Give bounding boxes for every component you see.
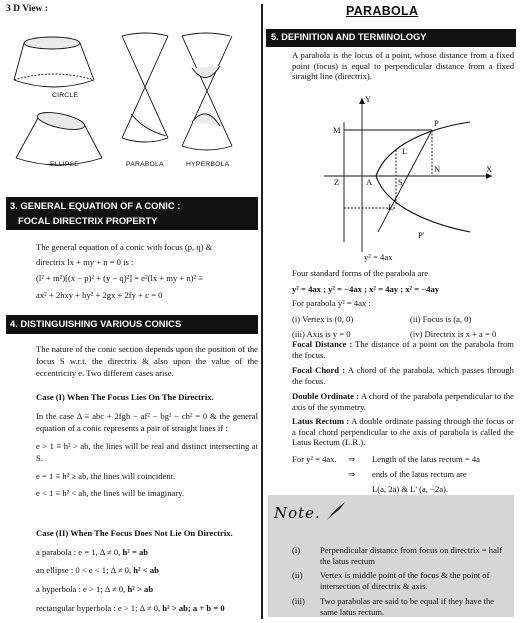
lr-arrow-1: ⇒ <box>348 454 356 464</box>
case-1-coincident: e = 1 ≡ h² ≥ ab, the lines will coincident. <box>36 470 176 481</box>
focal-distance-text: The distance of a point on the parabola from the focus. <box>292 339 514 360</box>
column-divider <box>261 4 263 619</box>
latus-rectum-text: A double ordinate passing through the focus or a focal chord perpendicular to the axis of parabola is called the Latus Rectum (L.R.). <box>292 416 514 448</box>
case-2-hyperbola-text: a hyperbola : e > 1; Δ ≠ 0, <box>36 584 128 595</box>
props-row-1 <box>292 314 514 325</box>
section-4-intro: The nature of the conic section depends upon the position of the focus S w.r.t. the directrix & also upon the value of the eccentricity e. Two different cases arise. <box>36 344 258 379</box>
double-ordinate-term: Double Ordinate : <box>292 391 360 401</box>
note-item-1-text: Perpendicular distance from focus on directrix = half the latus rectum <box>320 545 503 566</box>
section-3-body <box>36 242 258 301</box>
label-p: P <box>434 118 439 128</box>
case-1-title: Case (I) When The Focus Lies On The Directrix. <box>36 392 214 402</box>
parabola-curve <box>376 122 470 232</box>
note-item-1-num: (i) <box>292 545 301 555</box>
forms-list: y² = 4ax ; y² = −4ax ; x² = 4ay ; x² = −4ay <box>292 283 440 294</box>
sec3-line-1: The general equation of a conic with focus (p, q) & <box>36 242 213 252</box>
note-box <box>268 495 514 617</box>
quill-pen-icon <box>325 501 347 521</box>
focal-chord-text: A chord of the parabola, which passes through the focus. <box>292 365 514 386</box>
section-4-header <box>6 315 258 334</box>
right-column <box>266 4 516 619</box>
label-y: Y <box>365 94 372 104</box>
case-2-title: Case (II) When The Focus Does Not Lie On Directrix. <box>36 528 233 538</box>
lr-length: Length of the latus rectum = 4a <box>372 454 480 464</box>
note-item-2-num: (ii) <box>292 570 303 580</box>
case-2-hyperbola-cond: h² > ab <box>127 584 154 595</box>
focal-distance <box>292 339 514 360</box>
cone-label-ellipse: ELLIPSE <box>50 161 79 168</box>
case-2-ellipse-text: an ellipse : 0 < e < 1; Δ ≠ 0, <box>36 565 134 576</box>
left-column <box>6 4 258 619</box>
label-p-prime: P' <box>418 230 425 240</box>
latus-rectum-details <box>292 454 514 497</box>
case-2-ellipse-cond: h² < ab <box>133 565 159 576</box>
lr-arrow-2: ⇒ <box>348 469 356 479</box>
case-1-real-lines: e > 1 ≡ h² > ab, the lines will be real and distinct intersecting at S. <box>36 441 258 464</box>
latus-rectum <box>292 416 514 448</box>
note-item-2-text: Vertex is middle point of the focus & the point of intersection of directrix & axis. <box>320 570 490 591</box>
prop-directrix: (iv) Directrix is x + a = 0 <box>410 328 497 339</box>
double-ordinate-text: A chord of the parabola perpendicular to the axis of the symmetry. <box>292 391 514 412</box>
case-1-imaginary: e < 1 ≡ h² < ab, the lines will be imaginary. <box>36 488 185 499</box>
label-z: Z <box>334 177 340 187</box>
case-2-block <box>36 528 258 614</box>
prop-axis: (iii) Axis is y = 0 <box>292 328 351 339</box>
section-3-title-line2: FOCAL DIRECTRIX PROPERTY <box>18 214 158 226</box>
label-s: S <box>398 177 403 187</box>
label-n: N <box>434 164 441 174</box>
parabola-diagram <box>320 92 500 254</box>
note-title-text: Note. <box>274 504 321 522</box>
cone-label-circle: CIRCLE <box>52 92 79 99</box>
focal-distance-term: Focal Distance : <box>292 339 353 349</box>
label-x: X <box>486 164 493 174</box>
cone-label-parabola: PARABOLA <box>126 161 164 168</box>
section-3-title-line1: 3. GENERAL EQUATION OF A CONIC : <box>10 200 181 211</box>
focal-chord-term: Focal Chord : <box>292 365 346 375</box>
case-2-parabola-text: a parabola : e = 1, Δ ≠ 0, <box>36 546 123 557</box>
case-2-rect-hyperbola-text: rectangular hyperbola : e > 1; Δ ≠ 0, <box>36 602 163 613</box>
sec3-equation-1: (l² + m²)[(x − p)² + (y − q)²] = e²(lx + my + n)² ≡ <box>36 273 204 284</box>
prop-vertex: (i) Vertex is (0, 0) <box>292 314 354 325</box>
label-l: L <box>402 146 408 156</box>
cone-label-hyperbola: HYPERBOLA <box>186 161 230 168</box>
case-2-parabola <box>36 547 258 558</box>
lr-ends: ends of the latus rectum are <box>372 469 467 479</box>
latus-rectum-term: Latus Rectum : <box>292 416 350 426</box>
definition-text: A parabola is the locus of a point, whose distance from a fixed point (focus) is equal to perpendicular distance from a fixed straight line (directrix). <box>292 50 514 82</box>
case-2-rect-hyperbola <box>36 603 258 614</box>
page-title: PARABOLA <box>346 4 419 18</box>
section-5-title: 5. DEFINITION AND TERMINOLOGY <box>271 32 427 42</box>
prop-focus: (ii) Focus is (a, 0) <box>410 314 472 325</box>
label-m: M <box>333 125 341 135</box>
double-ordinate <box>292 391 514 412</box>
case-2-hyperbola <box>36 584 258 595</box>
forms-intro: Four standard forms of the parabola are <box>292 268 429 278</box>
case-2-ellipse <box>36 565 258 576</box>
sec3-equation-2: ax² + 2hxy + by² + 2gx + 2fy + c = 0 <box>36 290 163 301</box>
note-title <box>274 501 347 523</box>
conic-sections-figure <box>6 18 258 178</box>
section-3-header <box>6 197 258 230</box>
label-a: A <box>366 177 373 187</box>
standard-forms-block <box>292 268 514 340</box>
lr-for-eq: For y² = 4ax. <box>292 454 337 464</box>
note-item-3-text: Two parabolas are said to be equal if they have the same latus rectum. <box>320 596 495 617</box>
diagram-caption: y² = 4ax <box>364 252 393 262</box>
conic-sections-3d-illustration <box>6 18 258 168</box>
case-1-text: In the case Δ ≡ abc + 2fgh − af² − bg² − ch² = 0 & the general equation of a conic represents a pair of straight lines if : <box>36 410 258 433</box>
lr-end-points: L(a, 2a) & L' (a, −2a). <box>372 484 449 494</box>
for-parabola: For parabola y² = 4ax : <box>292 298 371 309</box>
note-item-3-num: (iii) <box>292 596 305 606</box>
case-2-rect-hyperbola-cond: h² > ab; a + b = 0 <box>162 602 225 613</box>
section-5-header <box>266 29 516 47</box>
view-title: 3 D View : <box>6 4 48 14</box>
focal-chord <box>292 365 514 386</box>
sec3-line-2: directrix lx + my + n = 0 is : <box>36 256 134 267</box>
case-2-parabola-cond: h² = ab <box>122 546 149 557</box>
section-4-title: 4. DISTINGUISHING VARIOUS CONICS <box>10 318 182 329</box>
case-1-block <box>36 392 258 499</box>
label-l-prime: L' <box>388 202 395 212</box>
